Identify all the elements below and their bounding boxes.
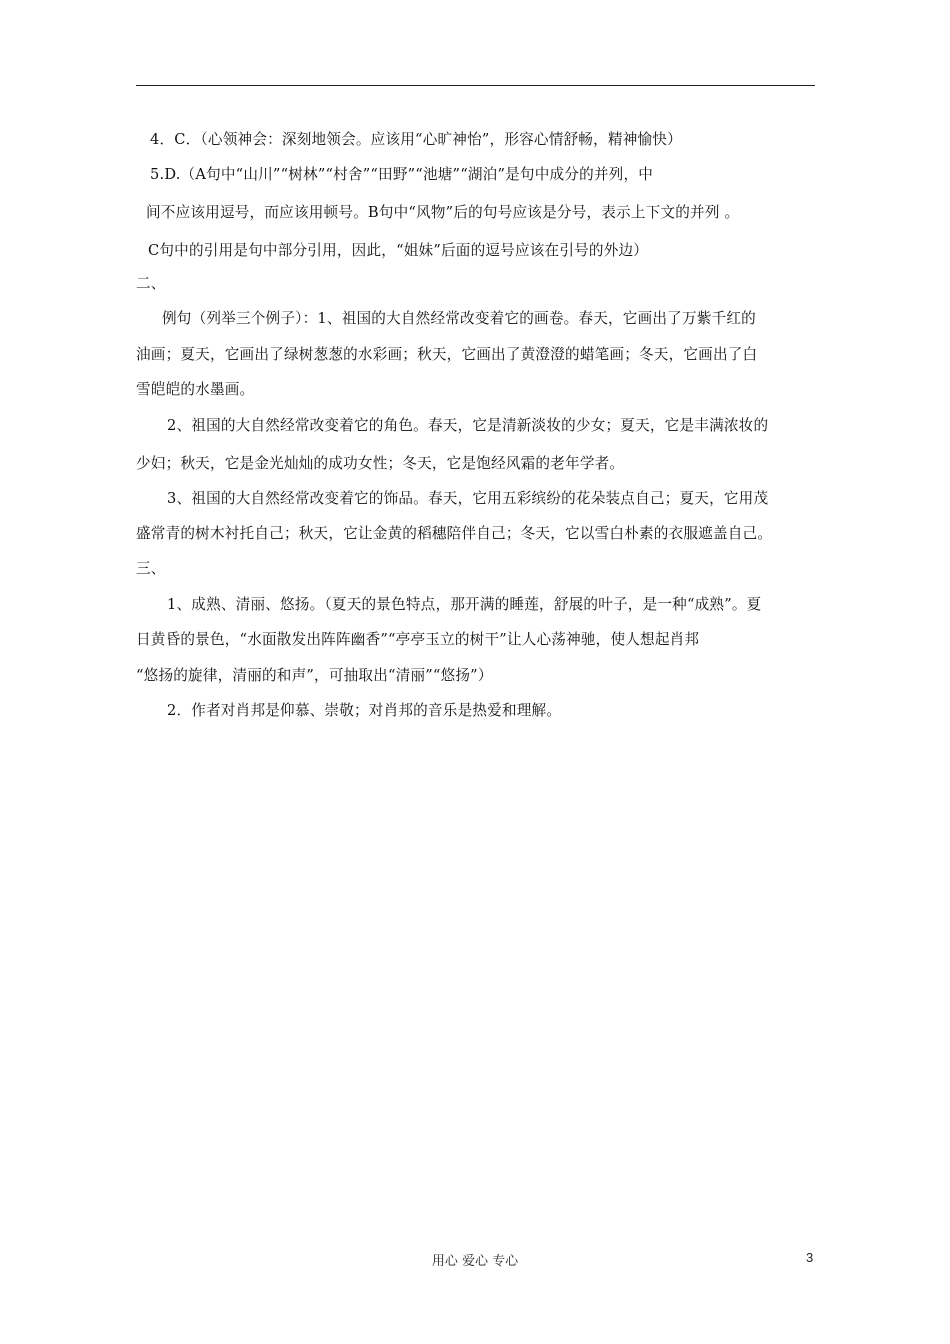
answer-4: 4．C．（心领神会：深刻地领会。应该用“心旷神怡”，形容心情舒畅，精神愉快） xyxy=(150,131,682,148)
example-1-line-1: 例句（列举三个例子）：1、祖国的大自然经常改变着它的画卷。春天，它画出了万紫千红的 xyxy=(162,310,756,327)
answer-3-2: 2．作者对肖邦是仰慕、崇敬；对肖邦的音乐是热爱和理解。 xyxy=(167,702,562,719)
section-two-heading: 二、 xyxy=(136,275,166,292)
header-rule xyxy=(136,85,815,86)
example-3-line-2: 盛常青的树木衬托自己；秋天，它让金黄的稻穗陪伴自己；冬天，它以雪白朴素的衣服遮盖自己。 xyxy=(136,525,773,542)
example-1-line-3: 雪皑皑的水墨画。 xyxy=(136,381,255,398)
example-1-line-2: 油画；夏天，它画出了绿树葱葱的水彩画；秋天，它画出了黄澄澄的蜡笔画；冬天，它画出了白 xyxy=(136,346,758,363)
answer-3-1-line-2: 日黄昏的景色，“水面散发出阵阵幽香”“亭亭玉立的树干”让人心荡神驰，使人想起肖邦 xyxy=(136,631,700,648)
answer-5-line-1: 5.D.（A句中“山川”“树林”“村舍”“田野”“池塘”“湖泊”是句中成分的并列，中 xyxy=(150,166,654,183)
section-three-heading: 三、 xyxy=(136,560,166,577)
example-2-line-1: 2、祖国的大自然经常改变着它的角色。春天，它是清新淡妆的少女；夏天，它是丰满浓妆的 xyxy=(167,417,769,434)
answer-3-1-line-3: “悠扬的旋律，清丽的和声”，可抽取出“清丽”“悠扬”） xyxy=(136,667,493,684)
page-number: 3 xyxy=(806,1250,814,1265)
example-2-line-2: 少妇；秋天，它是金光灿灿的成功女性；冬天，它是饱经风霜的老年学者。 xyxy=(136,455,625,472)
answer-5-line-2: 间不应该用逗号，而应该用顿号。B句中“风物”后的句号应该是分号，表示上下文的并列 。 xyxy=(146,204,740,221)
answer-5-line-3: C句中的引用是句中部分引用，因此，“姐妹”后面的逗号应该在引号的外边） xyxy=(148,242,649,259)
answer-3-1-line-1: 1、成熟、清丽、悠扬。（夏天的景色特点，那开满的睡莲，舒展的叶子，是一种“成熟”。夏 xyxy=(167,596,762,613)
footer-motto: 用心 爱心 专心 xyxy=(431,1254,519,1269)
example-3-line-1: 3、祖国的大自然经常改变着它的饰品。春天，它用五彩缤纷的花朵装点自己；夏天，它用茂 xyxy=(167,490,769,507)
